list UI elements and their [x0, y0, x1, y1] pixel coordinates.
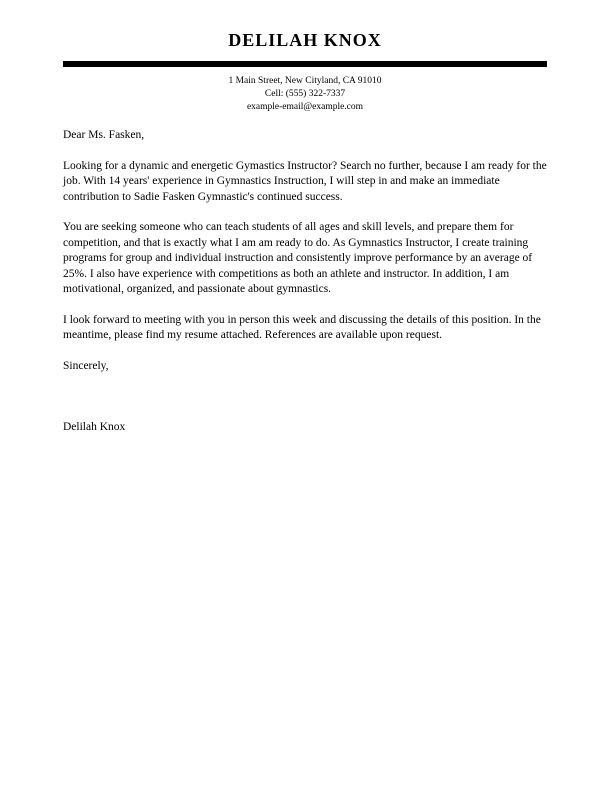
- paragraph-1: Looking for a dynamic and energetic Gymastics Instructor? Search no further, because I am ready for the job. With 14 years' experience in Gymnastics Instruction, I will step in and make an immediate contribution to Sadie Fasken Gymnastic's continued success.: [63, 159, 547, 203]
- letter-header: [63, 30, 547, 114]
- phone-line: Cell: (555) 322-7337: [264, 89, 346, 99]
- salutation: Dear Ms. Fasken,: [63, 129, 145, 141]
- closing: Sincerely,: [63, 359, 109, 372]
- applicant-name: DELILAH KNOX: [228, 30, 382, 50]
- header-divider: [63, 61, 547, 67]
- letter-body: [63, 128, 547, 436]
- signature-name: Delilah Knox: [63, 421, 126, 433]
- address-line: 1 Main Street, New Cityland, CA 91010: [228, 76, 382, 86]
- paragraph-2: You are seeking someone who can teach students of all ages and skill levels, and prepare them for competition, and that is exactly what I am am ready to do. As Gymnastics Instructor, I create training programs for group and individual instruction and consistently improve performance by an average of 25%. I also have experience with competitions as both an athlete and instructor. In addition, I am motivational, organized, and passionate about gymnastics.: [63, 221, 533, 295]
- paragraph-3: I look forward to meeting with you in person this week and discussing the details of this position. In the meantime, please find my resume attached. References are available upon request.: [63, 313, 541, 341]
- letter-content: [63, 30, 547, 436]
- email-line: example-email@example.com: [246, 102, 364, 112]
